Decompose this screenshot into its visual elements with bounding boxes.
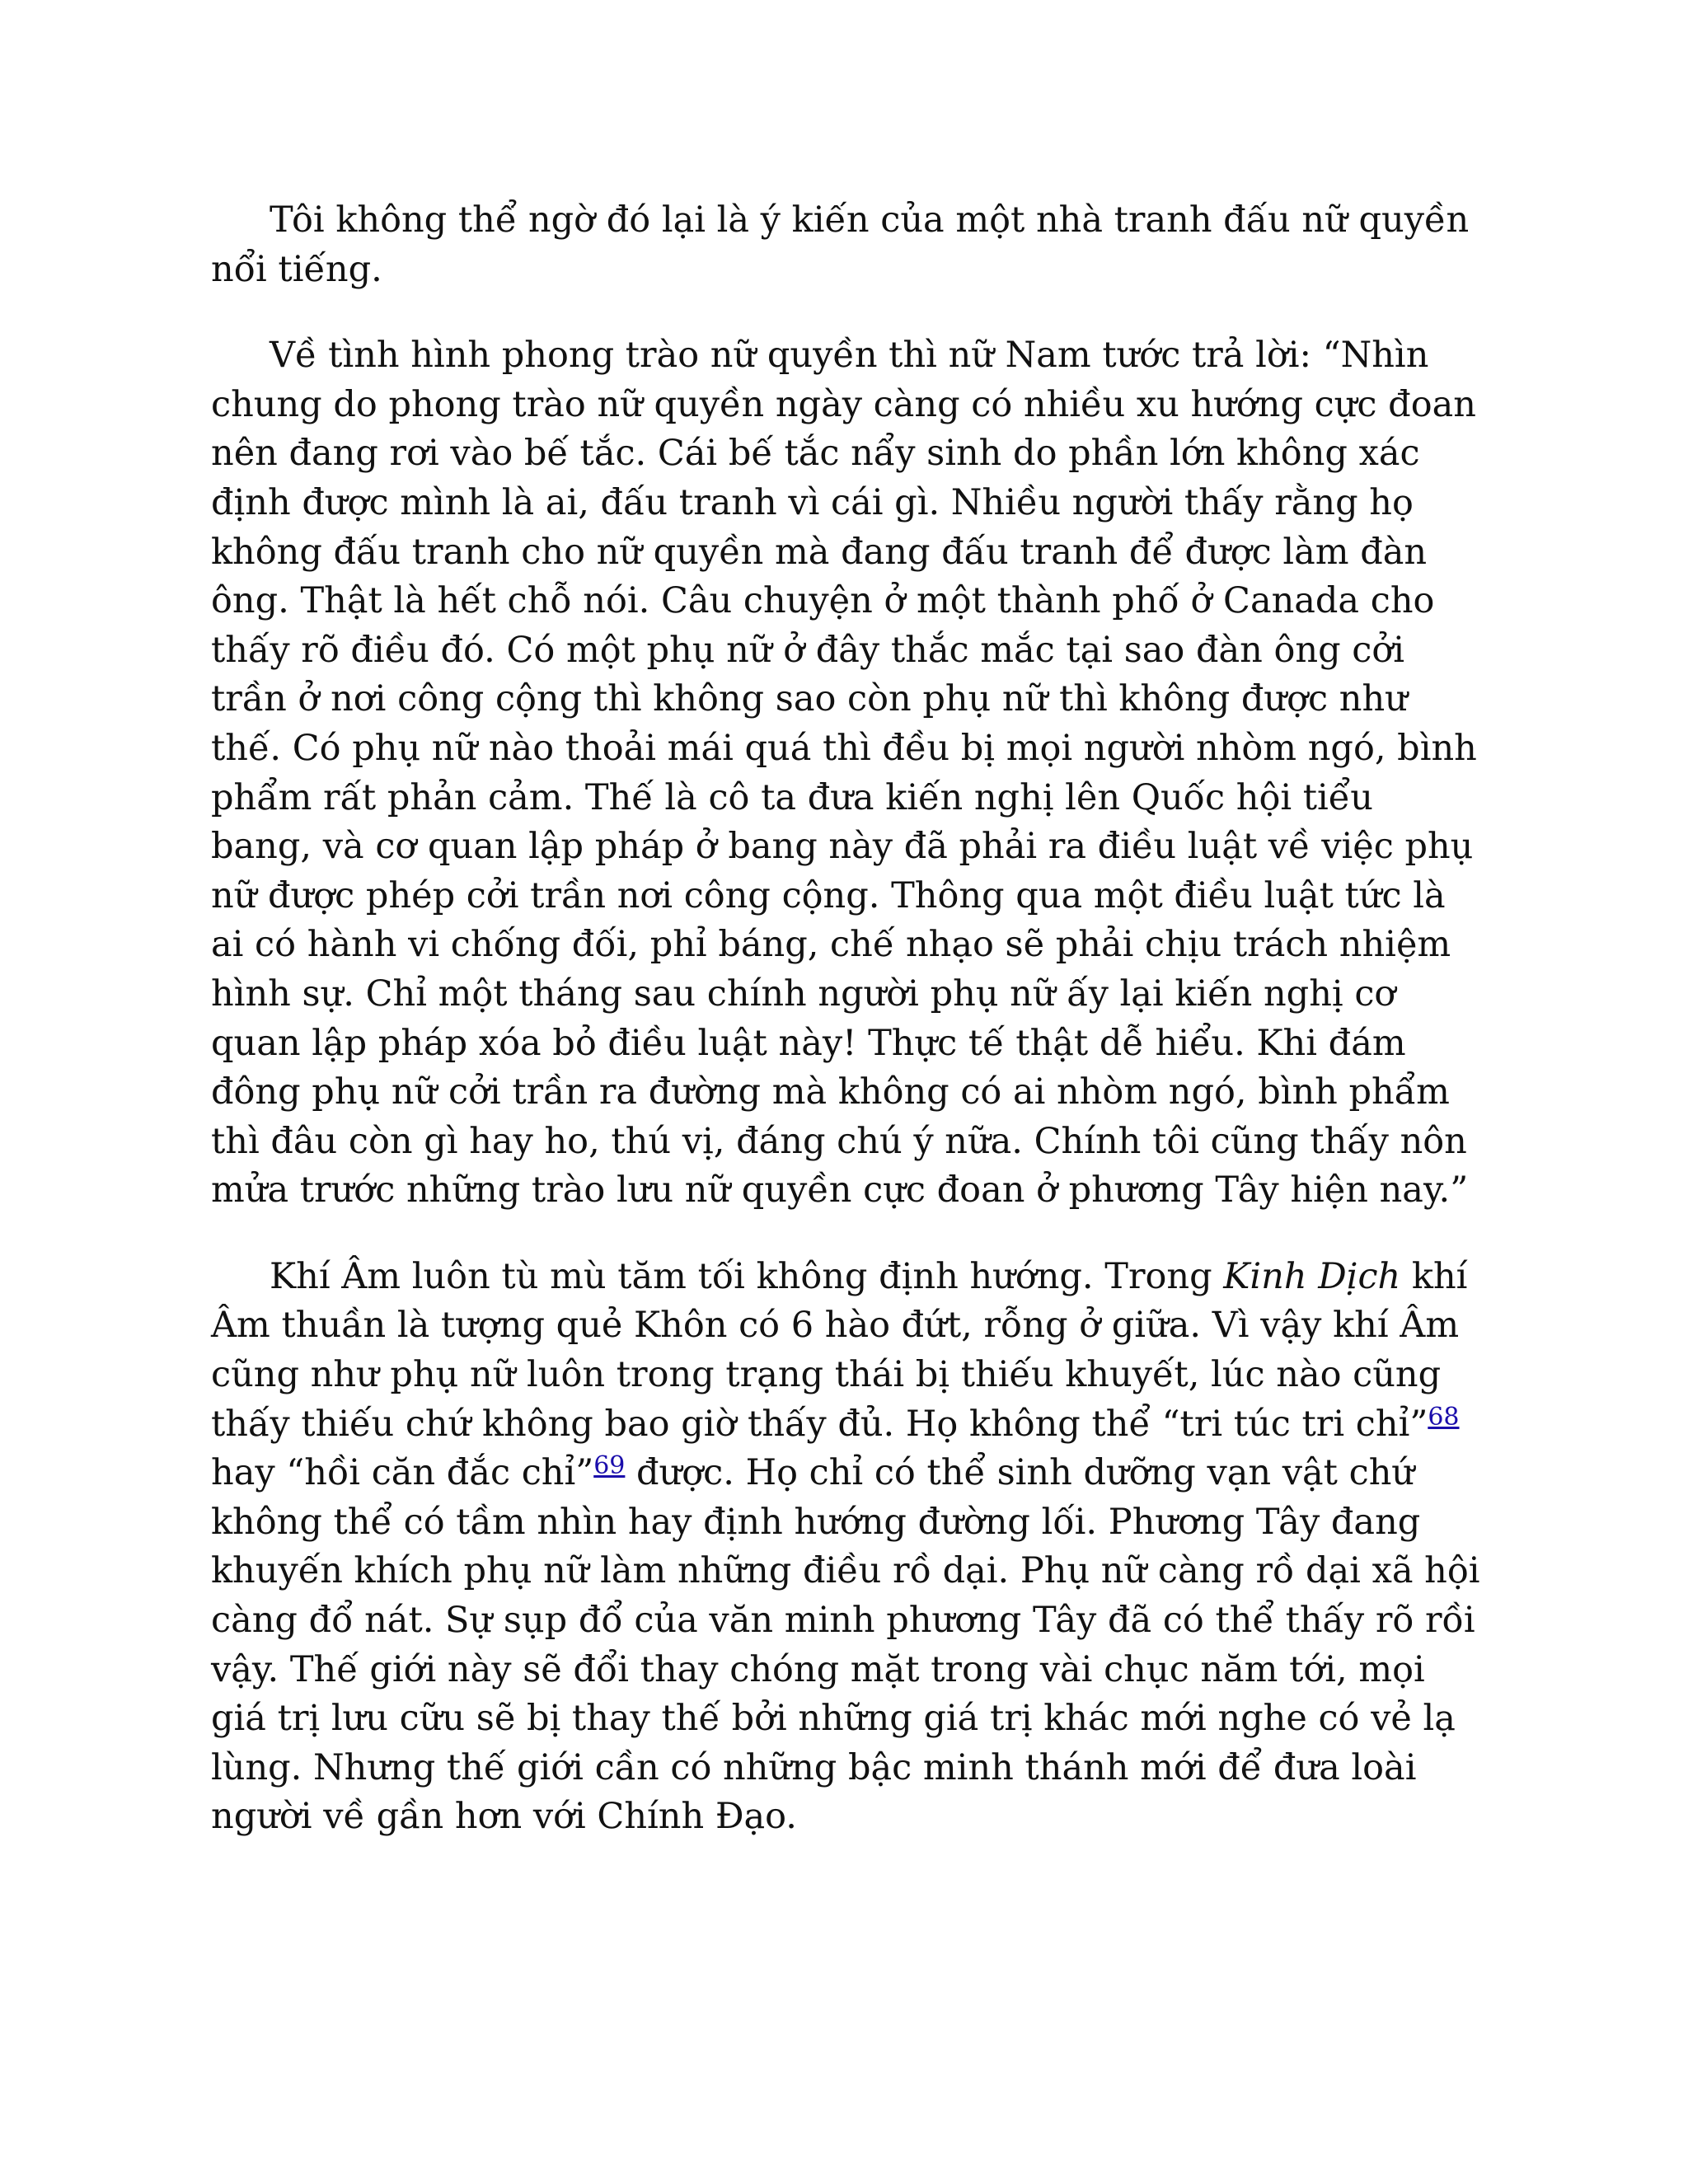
document-page: [211, 196, 1480, 1879]
paragraph-3-text-a: Khí Âm luôn tù mù tăm tối không định hướng. Trong: [270, 1255, 1224, 1297]
paragraph-1: Tôi không thể ngờ đó lại là ý kiến của một nhà tranh đấu nữ quyền nổi tiếng.: [211, 199, 1470, 290]
book-title-kinh-dich: Kinh Dịch: [1223, 1255, 1401, 1297]
footnote-link-68[interactable]: 68: [1428, 1402, 1460, 1432]
paragraph-3-text-d: được. Họ chỉ có thể sinh dưỡng vạn vật chứ không thể có tầm nhìn hay định hướng đường lối. Phương Tây đang khuyến khích phụ nữ làm những điều rồ dại. Phụ nữ càng rồ dại xã hội càng đổ nát. Sự sụp đổ của văn minh phương Tây đã có thể thấy rõ rồi vậy. Thế giới này sẽ đổi thay chóng mặt trong vài chục năm tới, mọi giá trị lưu cữu sẽ bị thay thế bởi những giá trị khác mới nghe có vẻ lạ lùng. Nhưng thế giới cần có những bậc minh thánh mới để đưa loài người về gần hơn với Chính Đạo.: [211, 1452, 1480, 1838]
paragraph-2: Về tình hình phong trào nữ quyền thì nữ Nam tước trả lời: “Nhìn chung do phong trào nữ quyền ngày càng có nhiều xu hướng cực đoan nên đang rơi vào bế tắc. Cái bế tắc nẩy sinh do phần lớn không xác định được mình là ai, đấu tranh vì cái gì. Nhiều người thấy rằng họ không đấu tranh cho nữ quyền mà đang đấu tranh để được làm đàn ông. Thật là hết chỗ nói. Câu chuyện ở một thành phố ở Canada cho thấy rõ điều đó. Có một phụ nữ ở đây thắc mắc tại sao đàn ông cởi trần ở nơi công cộng thì không sao còn phụ nữ thì không được như thế. Có phụ nữ nào thoải mái quá thì đều bị mọi người nhòm ngó, bình phẩm rất phản cảm. Thế là cô ta đưa kiến nghị lên Quốc hội tiểu bang, và cơ quan lập pháp ở bang này đã phải ra điều luật về việc phụ nữ được phép cởi trần nơi công cộng. Thông qua một điều luật tức là ai có hành vi chống đối, phỉ báng, chế nhạo sẽ phải chịu trách nhiệm hình sự. Chỉ một tháng sau chính người phụ nữ ấy lại kiến nghị cơ quan lập pháp xóa bỏ điều luật này! Thực tế thật dễ hiểu. Khi đám đông phụ nữ cởi trần ra đường mà không có ai nhòm ngó, bình phẩm thì đâu còn gì hay ho, thú vị, đáng chú ý nữa. Chính tôi cũng thấy nôn mửa trước những trào lưu nữ quyền cực đoan ở phương Tây hiện nay.”: [211, 335, 1477, 1212]
paragraph-3-text-c: hay “hồi căn đắc chỉ”: [211, 1452, 594, 1494]
paragraph-3: [211, 1253, 1480, 1842]
paragraph-3-text-b: khí Âm thuần là tượng quẻ Khôn có 6 hào đứt, rỗng ở giữa. Vì vậy khí Âm cũng như phụ nữ luôn trong trạng thái bị thiếu khuyết, lúc nào cũng thấy thiếu chứ không bao giờ thấy đủ. Họ không thể “tri túc tri chỉ”: [211, 1255, 1468, 1445]
footnote-link-69[interactable]: 69: [593, 1451, 626, 1481]
